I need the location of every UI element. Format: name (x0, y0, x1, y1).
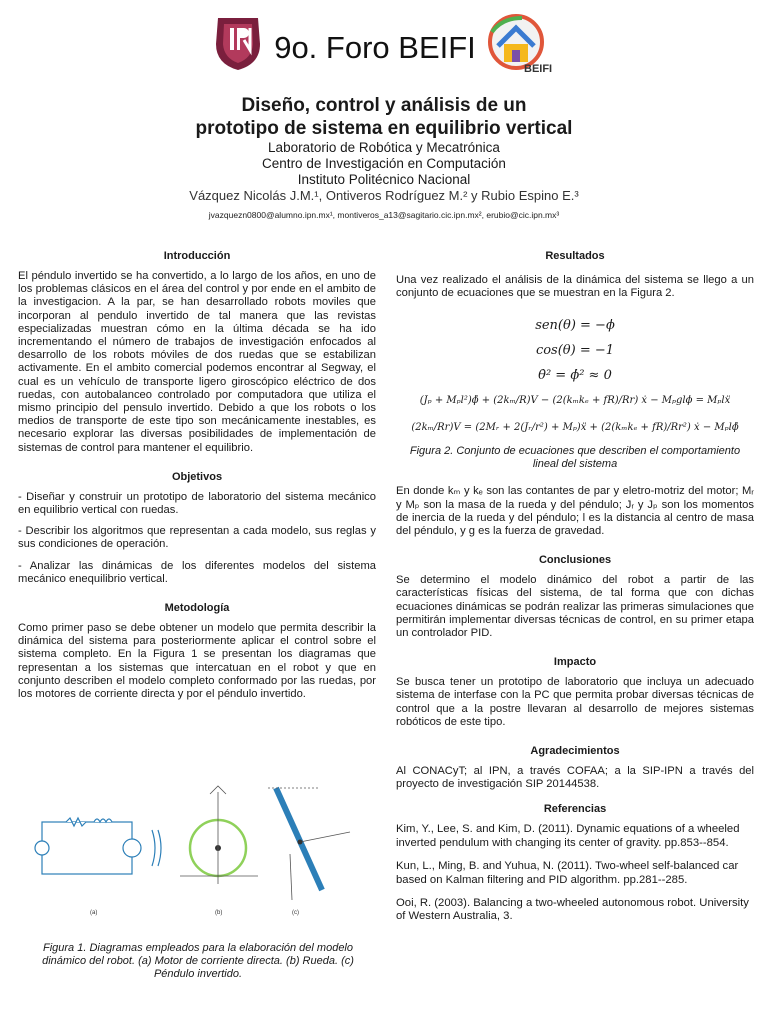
ipn-logo-icon (210, 14, 266, 72)
affiliation-center: Centro de Investigación en Computación (262, 156, 506, 171)
figure-1-caption: Figura 1. Diagramas empleados para la elaboración del modelo dinámico del robot. (a) Motor de corriente directa. (b) Rueda. (c) Péndulo invertido. (42, 942, 354, 980)
results-heading: Resultados (545, 250, 605, 262)
objective-3: - Analizar las dinámicas de los diferentes modelos del sistema mecánico enequilibrio vertical. (18, 559, 376, 585)
intro-text: El péndulo invertido se ha convertido, a lo largo de los años, en uno de los problemas clásicos en el área del control y por ende en el ambito de la investigacion. A la par, se han desarrollado robots moviles que incorporan al pendulo invertido de tal manera que las revistas especializadas muestran cómo en la última década se ha ido incrementando el número de trabajos de investigación enfocados al desarrollo de los robots móviles de dos ruedas que se estabilizan activamente. En el ambito comercial podemos encontrar al Segway, el cual es un vehículo de transporte ligero giroscópico eléctrico de dos ruedas, con autobalanceo controlado por computadora que utiliza el mismo principio del pensulo invertido. Debido a que los robots o los medios de transporte de este tipo son mecánicamente inestables, es necesario explorar las diversas posibilidades de implementación de sistemas de control para mantener el equilibrio. (18, 270, 376, 454)
affiliation-lab: Laboratorio de Robótica y Mecatrónica (268, 140, 500, 155)
reference-1: Kim, Y., Lee, S. and Kim, D. (2011). Dynamic equations of a wheeled inverted pendulum with changing its center of gravity. pp.853--854. (396, 823, 740, 849)
impact-heading: Impacto (553, 656, 597, 669)
fig1-label-b: (b) (215, 910, 223, 916)
objective-1: - Diseñar y construir un prototipo de laboratorio del sistema mecánico en equilibrio vertical con ruedas. (18, 490, 376, 517)
reference-2: Kun, L., Ming, B. and Yuhua, N. (2011). Two-wheel self-balanced car based on Kalman filtering and PID algorithm. pp.281--285. (396, 860, 739, 886)
authors: Vázquez Nicolás J.M.¹, Ontiveros Rodríguez M.² y Rubio Espino E.³ (189, 188, 579, 203)
conclusions-heading: Conclusiones (538, 554, 612, 567)
motor-circuit-diagram (35, 818, 161, 874)
equation-5: (2kₘ/Rr)V = (2Mᵣ + 2(Jᵣ/r²) + Mₚ)ẍ + (2(kₘkₑ + fR)/Rr²) ẋ − Mₚlϕ̈ (411, 422, 739, 434)
paper-title (90, 94, 678, 140)
methodology-text: Como primer paso se debe obtener un modelo que permita describir la dinámica del sistema para posteriormente aplicar el control sobre el sistema completo. En la Figura 1 se presentan los diagramas que representan a los sistemas que intercatuan en el robot y que en conjunto describen el modelo completo conformado por las ruedas, por los motores de corriente directa y por el péndulo invertido. (18, 622, 376, 701)
intro-heading: Introducción (163, 250, 231, 262)
equation-2: cos(θ) = −1 (535, 343, 615, 359)
right-column (396, 250, 754, 934)
title-line-1: Diseño, control y análisis de un (241, 95, 527, 116)
wheel-diagram (180, 786, 258, 884)
reference-3: Ooi, R. (2003). Balancing a two-wheeled autonomous robot. University of Western Australia, 3. (396, 897, 749, 923)
forum-title: 9o. Foro BEIFI (274, 30, 476, 65)
acknowledgments-text: Al CONACyT; al IPN, a través COFAA; a la SIP-IPN a través del proyecto de investigación SIP 20144538. (396, 765, 754, 791)
methodology-heading: Metodología (164, 602, 230, 615)
beifi-logo-icon (482, 12, 554, 78)
fig1-label-a: (a) (90, 910, 98, 916)
affiliation-institute: Instituto Politécnico Nacional (297, 172, 471, 187)
objectives-heading: Objetivos (171, 470, 223, 483)
left-column (18, 250, 376, 701)
results-text: Una vez realizado el análisis de la dinámica del sistema se llego a un conjunto de ecuaciones que se muestran en la Figura 2. (396, 274, 754, 300)
pendulum-diagram (268, 788, 350, 900)
fig1-label-c: (c) (292, 910, 299, 916)
svg-text:BEIFI: BEIFI (524, 63, 553, 75)
conclusions-text: Se determino el modelo dinámico del robot a partir de las características físicas del sistema, de tal forma que con dichas ecuaciones dinámicas se podrán realizar las primeras simulaciones que permitirán implementar diversas técnicas de control, en su primer etapa un controlador PID. (396, 574, 754, 640)
acknowledgments-heading: Agradecimientos (530, 745, 620, 758)
title-line-2: prototipo de sistema en equilibrio vertical (195, 118, 573, 139)
figure-2-caption: Figura 2. Conjunto de ecuaciones que describen el comportamiento lineal del sistema (409, 445, 741, 471)
figure-1-diagrams (30, 772, 370, 922)
equation-3: θ̇² = ϕ̇² ≈ 0 (538, 368, 612, 384)
impact-text: Se busca tener un prototipo de laboratorio que incluya un adecuado sistema de interfase con la PC que permita probar diversas técnicas de control que a la postre llevaran al desarrollo de mejores sistemas robóticos de este tipo. (396, 676, 754, 728)
references-heading: Referencias (543, 803, 607, 816)
emails: jvazquezn0800@alumno.ipn.mx¹, montiveros_a13@sagitario.cic.ipn.mx², erubio@cic.ipn.mx³ (208, 210, 560, 220)
equation-1: sen(θ) = −ϕ (535, 318, 615, 334)
objective-2: - Describir los algoritmos que representan a cada modelo, sus reglas y sus condiciones de operación. (18, 525, 376, 551)
variables-text: En donde kₘ y kₑ son las contantes de par y eletro-motriz del motor; Mᵣ y Mₚ son la masa de la rueda y del péndulo; Jᵣ y Jₚ son los momentos de inercia de la rueda y del péndulo; l es la distancia al centro de masa del péndulo, y g es la fuerza de gravedad. (396, 485, 754, 538)
equation-4: (Jₚ + Mₚl²)ϕ̈ + (2kₘ/R)V − (2(kₘkₑ + fR)/Rr) ẋ − Mₚglϕ = Mₚlẍ (419, 395, 731, 407)
